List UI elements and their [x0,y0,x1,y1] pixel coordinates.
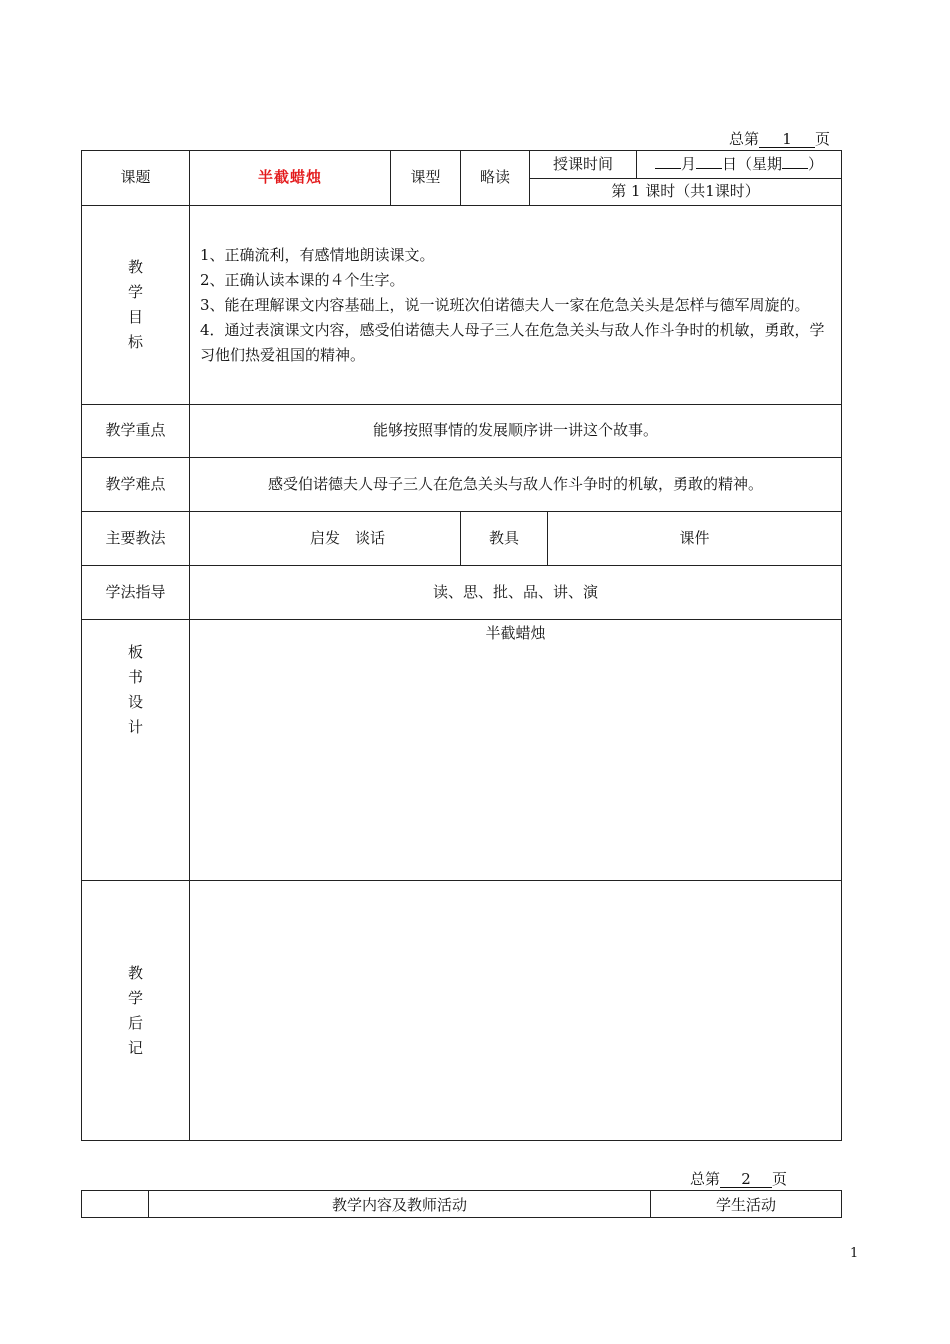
month-suffix: 月 [680,155,696,174]
objectives-label [82,206,190,405]
teacher-activity-header: 教学内容及教师活动 [149,1191,651,1218]
class-date [637,151,842,179]
objective-item: 2、正确认读本课的４个生字。 [200,270,405,289]
board-label-text: 板书设计 [128,643,144,736]
objective-item: 1、正确流利，有感情地朗读课文。 [200,245,435,264]
page-counter-suffix: 页 [772,1170,788,1188]
lesson-title: 半截蜡烛 [190,151,391,206]
objective-item: 4．通过表演课文内容，感受伯诺德夫人母子三人在危急关头与敌人作斗争时的机敏，勇敢，学习他们热爱祖国的精神。 [200,320,825,364]
reflection-content [190,881,842,1141]
weekday-blank [782,154,808,169]
topic-label: 课题 [82,151,190,206]
month-blank [655,154,681,169]
activity-table-header [81,1190,842,1218]
lesson-plan-table [81,150,842,1141]
page-number: 1 [850,1246,859,1261]
page-counter-suffix: 页 [815,130,831,148]
day-blank [696,154,722,169]
page-counter-prefix: 总第 [729,130,760,148]
method-label: 主要教法 [82,512,190,566]
class-time-label: 授课时间 [530,151,637,179]
page-counter-prefix: 总第 [690,1170,721,1188]
page-counter-number: 2 [720,1172,772,1188]
student-activity-header: 学生活动 [651,1191,842,1218]
objectives-label-text: 教学目标 [128,258,144,351]
weekday-close: ） [808,155,824,174]
difficulty-value: 感受伯诺德夫人母子三人在危急关头与敌人作斗争时的机敏，勇敢的精神。 [190,458,842,512]
lesson-type-label: 课型 [391,151,461,206]
tools-value: 课件 [548,512,842,566]
tools-label: 教具 [461,512,548,566]
study-guide-label: 学法指导 [82,566,190,620]
objective-item: 3、能在理解课文内容基础上，说一说班次伯诺德夫人一家在危急关头是怎样与德军周旋的。 [200,295,810,314]
reflection-label-text: 教学后记 [128,963,144,1057]
page-counter-top [729,128,830,149]
day-suffix: 日（星期 [722,155,783,174]
board-label [82,620,190,881]
reflection-label [82,881,190,1141]
page-counter-second [690,1168,787,1189]
board-content [190,620,842,881]
objectives-content [190,206,842,405]
key-point-label: 教学重点 [82,405,190,458]
page-counter-number: 1 [759,132,815,148]
method-value: 启发 谈话 [190,512,461,566]
board-title: 半截蜡烛 [485,624,546,642]
activity-col-1 [82,1191,149,1218]
study-guide-value: 读、思、批、品、讲、演 [190,566,842,620]
difficulty-label: 教学难点 [82,458,190,512]
key-point-value: 能够按照事情的发展顺序讲一讲这个故事。 [190,405,842,458]
period-info: 第 1 课时（共1课时） [530,179,842,206]
lesson-type-value: 略读 [461,151,530,206]
